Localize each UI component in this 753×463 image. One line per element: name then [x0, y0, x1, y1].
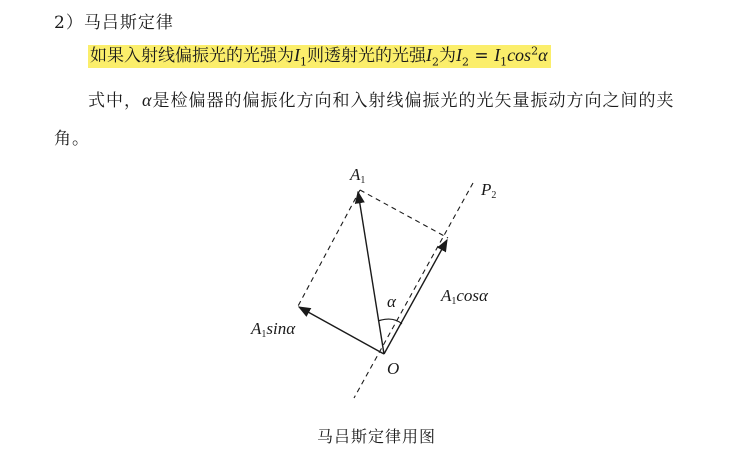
vector-a1-sin [299, 307, 384, 354]
var-i2: I [426, 45, 432, 65]
figure-caption: 马吕斯定律用图 [316, 427, 436, 446]
formula-square: 2 [531, 44, 539, 58]
hl-text-3: 为 [439, 46, 456, 66]
formula-lhs-sub: 2 [462, 55, 469, 69]
dashed-side-top [360, 190, 448, 238]
formula-lhs-var: I [456, 45, 462, 65]
label-a1-sin: A1sinα [251, 319, 296, 340]
label-p2: P2 [481, 180, 497, 201]
formula-rhs-sub: 1 [500, 55, 508, 69]
body-text-2: 是检偏器的偏振化方向和入射线偏振光的光矢量振动方向之间的夹 [152, 91, 675, 111]
angle-arc [378, 319, 402, 324]
sub-i2: 2 [432, 55, 439, 69]
label-alpha: α [387, 292, 396, 311]
dashed-side-left [297, 190, 360, 308]
formula-cos: cos [507, 45, 532, 65]
formula-alpha: α [538, 45, 548, 65]
label-a1-cos: A1cosα [441, 286, 488, 307]
var-i1: I [294, 45, 300, 65]
label-a1: A1 [350, 165, 366, 186]
label-origin-o: O [387, 359, 400, 378]
sub-i1: 1 [300, 55, 307, 69]
body-line-2: 角。 [54, 129, 90, 149]
vector-a1 [358, 192, 384, 354]
body-alpha: α [142, 90, 153, 110]
section-heading: 2）马吕斯定律 [54, 13, 174, 33]
body-text-1: 式中， [88, 91, 142, 111]
formula-equals: = [469, 46, 495, 66]
formula-rhs-var: I [494, 45, 501, 65]
hl-text-2: 则透射光的光强 [307, 46, 426, 66]
hl-text-1: 如果入射线偏振光的光强为 [90, 46, 294, 66]
polarizer-axis-p2 [354, 183, 473, 398]
